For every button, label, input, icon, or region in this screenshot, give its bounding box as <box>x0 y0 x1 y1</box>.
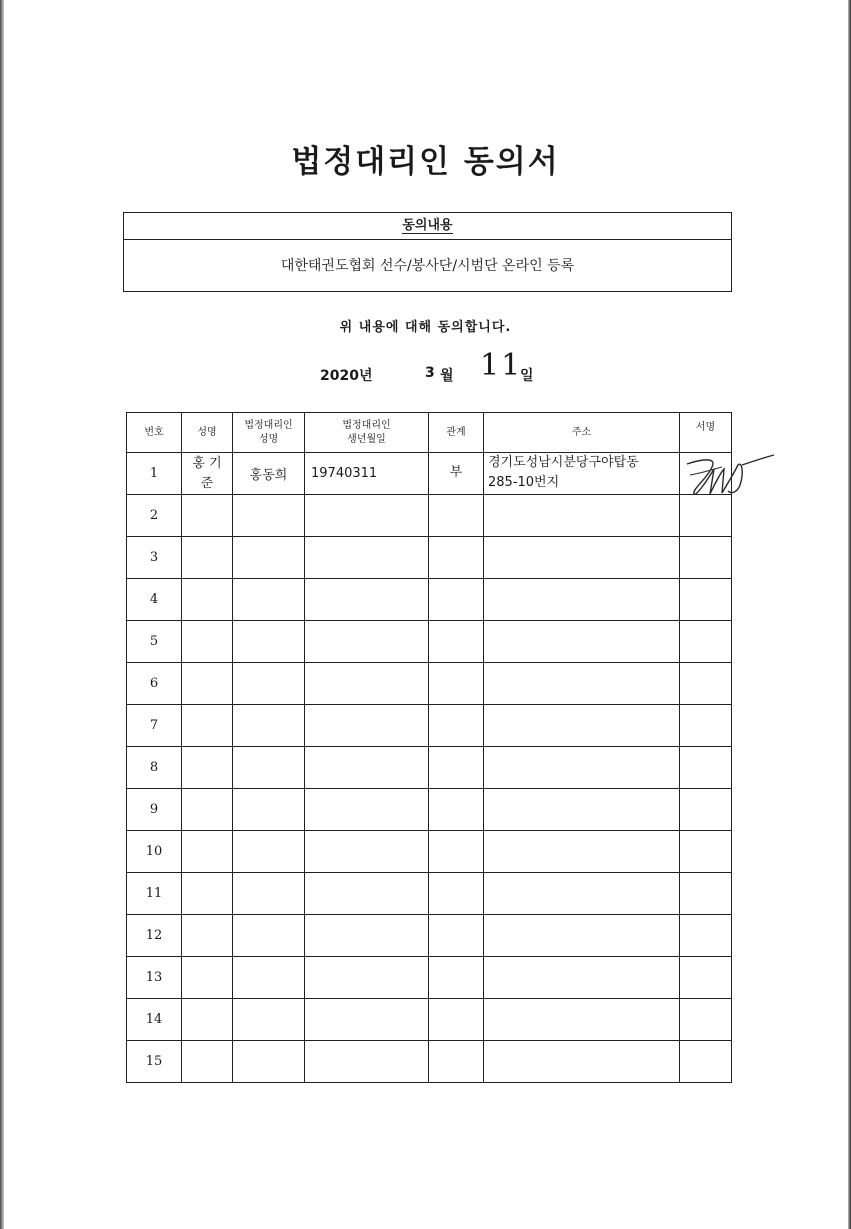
row-signature-cell <box>680 873 732 915</box>
row-name <box>182 957 233 999</box>
row-signature-cell <box>680 453 732 495</box>
row-signature-cell <box>680 915 732 957</box>
row-relation <box>429 495 484 537</box>
consent-header-label: 동의내용 <box>402 218 453 233</box>
row-name <box>182 873 233 915</box>
header-relation: 관계 <box>429 413 484 453</box>
row-number: 1 <box>127 453 182 495</box>
row-name-line1: 홍 기 <box>192 455 222 471</box>
row-signature-cell <box>680 621 732 663</box>
row-name <box>182 705 233 747</box>
row-rep-name <box>233 537 305 579</box>
row-signature-cell <box>680 579 732 621</box>
table-row <box>127 453 732 495</box>
row-address <box>484 873 680 915</box>
row-relation <box>429 915 484 957</box>
row-rep-birth: 19740311 <box>305 453 429 495</box>
header-rep-name <box>233 413 305 453</box>
row-number: 10 <box>127 831 182 873</box>
row-rep-birth <box>305 1041 429 1083</box>
date-year: 2020년 <box>320 368 373 384</box>
row-rep-birth <box>305 999 429 1041</box>
row-rep-birth <box>305 915 429 957</box>
header-signature: 서명 <box>680 413 732 453</box>
table-row <box>127 789 732 831</box>
row-relation <box>429 999 484 1041</box>
row-address-line2: 285-10번지 <box>488 475 560 490</box>
row-address <box>484 831 680 873</box>
agreement-statement: 위 내용에 대해 동의합니다. <box>339 320 512 335</box>
row-address <box>484 663 680 705</box>
row-rep-name <box>233 999 305 1041</box>
row-rep-name <box>233 747 305 789</box>
row-number: 8 <box>127 747 182 789</box>
row-number: 9 <box>127 789 182 831</box>
row-rep-birth <box>305 789 429 831</box>
row-name <box>182 579 233 621</box>
row-number: 3 <box>127 537 182 579</box>
header-rep-name-line2: 성명 <box>258 433 279 445</box>
row-signature-cell <box>680 537 732 579</box>
row-rep-birth <box>305 873 429 915</box>
scan-edge-left <box>0 0 4 1229</box>
header-rep-name-line1: 법정대리인 <box>244 419 293 431</box>
row-address <box>484 999 680 1041</box>
row-signature-cell <box>680 705 732 747</box>
table-row <box>127 831 732 873</box>
table-row <box>127 621 732 663</box>
row-number: 14 <box>127 999 182 1041</box>
row-address <box>484 495 680 537</box>
row-address <box>484 537 680 579</box>
date-day-unit: 일 <box>520 368 534 384</box>
row-address <box>484 957 680 999</box>
row-number: 5 <box>127 621 182 663</box>
row-address <box>484 1041 680 1083</box>
document-title: 법정대리인 동의서 <box>291 144 560 180</box>
row-rep-name <box>233 579 305 621</box>
row-rep-name: 홍동희 <box>233 453 305 495</box>
row-relation <box>429 537 484 579</box>
row-name <box>182 495 233 537</box>
row-address <box>484 789 680 831</box>
row-number: 7 <box>127 705 182 747</box>
table-row <box>127 957 732 999</box>
row-number: 11 <box>127 873 182 915</box>
row-rep-birth <box>305 747 429 789</box>
table-header-row <box>127 413 732 453</box>
row-name <box>182 915 233 957</box>
row-number: 6 <box>127 663 182 705</box>
row-rep-name <box>233 957 305 999</box>
row-relation <box>429 705 484 747</box>
row-number: 4 <box>127 579 182 621</box>
row-rep-birth <box>305 831 429 873</box>
table-row <box>127 705 732 747</box>
row-address <box>484 747 680 789</box>
row-relation <box>429 873 484 915</box>
row-rep-name <box>233 705 305 747</box>
row-rep-name <box>233 873 305 915</box>
row-rep-birth <box>305 957 429 999</box>
date-day-number: 11 <box>480 348 523 383</box>
header-name: 성명 <box>182 413 233 453</box>
date-month-number: 3 <box>425 365 435 381</box>
row-name-line2: 준 <box>200 475 214 491</box>
table-row <box>127 495 732 537</box>
header-address: 주소 <box>484 413 680 453</box>
row-rep-birth <box>305 621 429 663</box>
row-name <box>182 453 233 495</box>
row-relation <box>429 663 484 705</box>
row-rep-name <box>233 663 305 705</box>
row-rep-birth <box>305 495 429 537</box>
row-relation: 부 <box>429 453 484 495</box>
row-signature-cell <box>680 747 732 789</box>
table-row <box>127 663 732 705</box>
table-row <box>127 537 732 579</box>
row-number: 15 <box>127 1041 182 1083</box>
consent-header <box>124 213 731 240</box>
row-rep-name <box>233 789 305 831</box>
row-address <box>484 579 680 621</box>
table-row <box>127 915 732 957</box>
row-relation <box>429 1041 484 1083</box>
header-rep-birth-line2: 생년월일 <box>347 433 386 445</box>
table-row <box>127 579 732 621</box>
table-row <box>127 999 732 1041</box>
row-address <box>484 621 680 663</box>
row-signature-cell <box>680 831 732 873</box>
row-name <box>182 999 233 1041</box>
table-row <box>127 1041 732 1083</box>
row-number: 2 <box>127 495 182 537</box>
table-row <box>127 747 732 789</box>
row-rep-birth <box>305 705 429 747</box>
row-rep-birth <box>305 579 429 621</box>
table-row <box>127 873 732 915</box>
row-name <box>182 789 233 831</box>
row-relation <box>429 579 484 621</box>
row-relation <box>429 789 484 831</box>
row-address <box>484 705 680 747</box>
row-number: 12 <box>127 915 182 957</box>
header-rep-birth-line1: 법정대리인 <box>342 419 391 431</box>
header-rep-birth <box>305 413 429 453</box>
row-rep-name <box>233 831 305 873</box>
row-address-line1: 경기도성남시분당구야탑동 <box>488 455 639 470</box>
row-rep-name <box>233 1041 305 1083</box>
row-relation <box>429 831 484 873</box>
row-name <box>182 663 233 705</box>
row-rep-name <box>233 495 305 537</box>
row-number: 13 <box>127 957 182 999</box>
consent-box <box>123 212 732 292</box>
row-name <box>182 537 233 579</box>
row-relation <box>429 621 484 663</box>
row-signature-cell <box>680 789 732 831</box>
row-name <box>182 1041 233 1083</box>
row-address <box>484 453 680 495</box>
row-name <box>182 621 233 663</box>
row-relation <box>429 747 484 789</box>
row-signature-cell <box>680 999 732 1041</box>
row-signature-cell <box>680 957 732 999</box>
row-name <box>182 831 233 873</box>
row-rep-birth <box>305 537 429 579</box>
row-name <box>182 747 233 789</box>
handwritten-signature <box>682 439 782 509</box>
row-signature-cell <box>680 663 732 705</box>
date-month-unit: 월 <box>440 368 454 384</box>
row-rep-name <box>233 915 305 957</box>
consent-body: 대한태권도협회 선수/봉사단/시범단 온라인 등록 <box>280 258 575 274</box>
row-rep-birth <box>305 663 429 705</box>
row-address <box>484 915 680 957</box>
header-number: 번호 <box>127 413 182 453</box>
row-rep-name <box>233 621 305 663</box>
roster-table <box>126 412 732 1083</box>
row-signature-cell <box>680 1041 732 1083</box>
row-relation <box>429 957 484 999</box>
